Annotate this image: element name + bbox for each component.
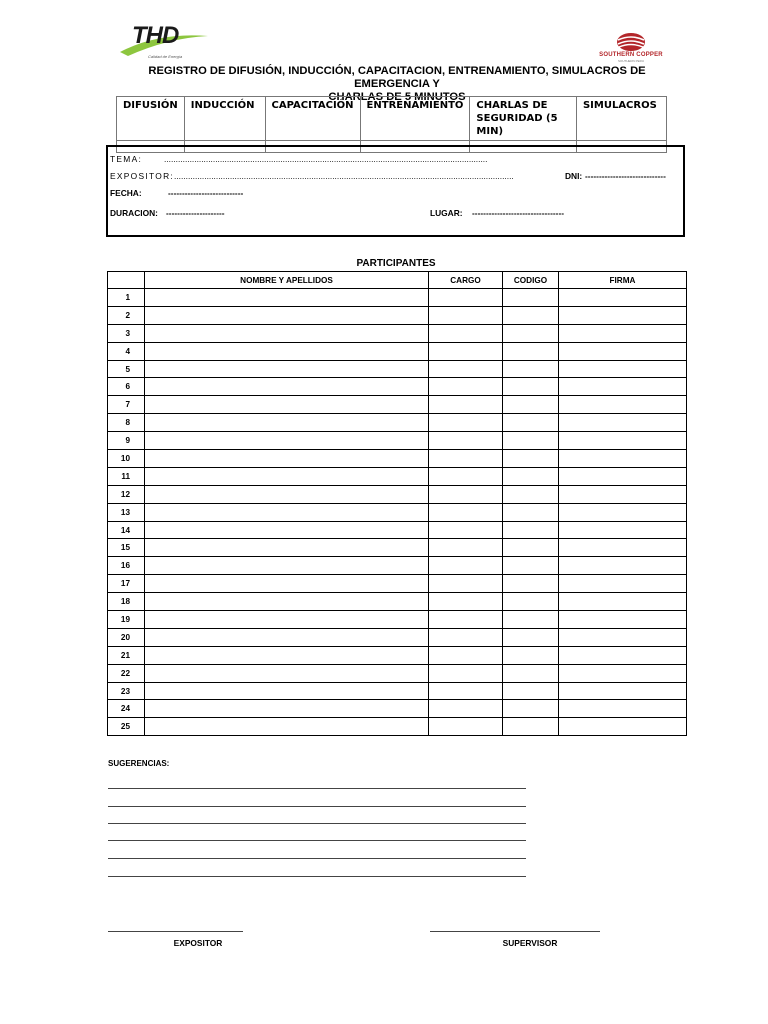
- southern-copper-logo: [590, 32, 672, 62]
- cargo-cell[interactable]: [429, 289, 503, 307]
- codigo-cell[interactable]: [503, 611, 559, 629]
- nombre-cell[interactable]: [145, 539, 429, 557]
- col-capacitacion: CAPACITACIÓN: [265, 97, 360, 141]
- participant-row: [108, 378, 687, 396]
- cargo-cell[interactable]: [429, 700, 503, 718]
- title-line-1: REGISTRO DE DIFUSIÓN, INDUCCIÓN, CAPACITACION, ENTRENAMIENTO, SIMULACROS DE EMERGENCIA Y: [148, 65, 646, 90]
- firma-cell[interactable]: [559, 503, 687, 521]
- firma-cell[interactable]: [559, 467, 687, 485]
- col-entrenamiento: ENTRENAMIENTO: [360, 97, 470, 141]
- participant-row: [108, 646, 687, 664]
- participant-row: [108, 324, 687, 342]
- title-line-2: CHARLAS DE 5 MINUTOS: [328, 91, 466, 103]
- firma-cell[interactable]: [559, 628, 687, 646]
- row-number: 23: [108, 682, 145, 700]
- cargo-cell[interactable]: [429, 324, 503, 342]
- nombre-cell[interactable]: [145, 396, 429, 414]
- codigo-cell[interactable]: [503, 718, 559, 736]
- row-number: 16: [108, 557, 145, 575]
- firma-cell[interactable]: [559, 539, 687, 557]
- nombre-cell[interactable]: [145, 700, 429, 718]
- cargo-cell[interactable]: [429, 432, 503, 450]
- suggestion-line[interactable]: [108, 858, 526, 859]
- firma-cell[interactable]: [559, 414, 687, 432]
- fecha-label: FECHA:: [110, 188, 142, 198]
- row-number: 9: [108, 432, 145, 450]
- cargo-cell[interactable]: [429, 575, 503, 593]
- codigo-cell[interactable]: [503, 485, 559, 503]
- nombre-cell[interactable]: [145, 521, 429, 539]
- row-number: 13: [108, 503, 145, 521]
- lugar-field[interactable]: ---------------------------------: [472, 208, 565, 218]
- firma-cell[interactable]: [559, 700, 687, 718]
- participant-row: [108, 628, 687, 646]
- firma-cell[interactable]: [559, 324, 687, 342]
- cargo-cell[interactable]: [429, 611, 503, 629]
- row-number: 18: [108, 593, 145, 611]
- col-codigo: CODIGO: [503, 272, 559, 289]
- nombre-cell[interactable]: [145, 360, 429, 378]
- cargo-cell[interactable]: [429, 557, 503, 575]
- codigo-cell[interactable]: [503, 700, 559, 718]
- codigo-cell[interactable]: [503, 324, 559, 342]
- firma-cell[interactable]: [559, 718, 687, 736]
- participants-body: [108, 289, 687, 736]
- row-number: 15: [108, 539, 145, 557]
- participant-row: [108, 414, 687, 432]
- participant-row: [108, 611, 687, 629]
- cargo-cell[interactable]: [429, 360, 503, 378]
- participant-row: [108, 485, 687, 503]
- row-number: 19: [108, 611, 145, 629]
- participant-row: [108, 682, 687, 700]
- firma-cell[interactable]: [559, 593, 687, 611]
- nombre-cell[interactable]: [145, 557, 429, 575]
- firma-cell[interactable]: [559, 342, 687, 360]
- nombre-cell[interactable]: [145, 306, 429, 324]
- suggestion-line[interactable]: [108, 788, 526, 789]
- codigo-cell[interactable]: [503, 664, 559, 682]
- tema-field[interactable]: ...........................................................................................................................................: [164, 154, 488, 164]
- nombre-cell[interactable]: [145, 432, 429, 450]
- codigo-cell[interactable]: [503, 557, 559, 575]
- codigo-cell[interactable]: [503, 682, 559, 700]
- firma-cell[interactable]: [559, 682, 687, 700]
- firma-cell[interactable]: [559, 575, 687, 593]
- participants-table: [107, 271, 687, 736]
- row-number: 17: [108, 575, 145, 593]
- col-simulacros: SIMULACROS: [576, 97, 666, 141]
- firma-cell[interactable]: [559, 360, 687, 378]
- cargo-cell[interactable]: [429, 682, 503, 700]
- cargo-cell[interactable]: [429, 414, 503, 432]
- row-number: 22: [108, 664, 145, 682]
- cargo-cell[interactable]: [429, 306, 503, 324]
- firma-cell[interactable]: [559, 450, 687, 468]
- nombre-cell[interactable]: [145, 646, 429, 664]
- row-number: 12: [108, 485, 145, 503]
- cargo-cell[interactable]: [429, 396, 503, 414]
- firma-cell[interactable]: [559, 521, 687, 539]
- participant-row: [108, 521, 687, 539]
- participant-row: [108, 503, 687, 521]
- row-number: 8: [108, 414, 145, 432]
- thd-logo-text: THD: [132, 22, 179, 49]
- participant-row: [108, 539, 687, 557]
- col-cargo: CARGO: [429, 272, 503, 289]
- participant-row: [108, 342, 687, 360]
- nombre-cell[interactable]: [145, 450, 429, 468]
- firma-cell[interactable]: [559, 432, 687, 450]
- participant-row: [108, 450, 687, 468]
- participant-row: [108, 557, 687, 575]
- cargo-cell[interactable]: [429, 664, 503, 682]
- firma-cell[interactable]: [559, 611, 687, 629]
- row-number: 4: [108, 342, 145, 360]
- cargo-cell[interactable]: [429, 521, 503, 539]
- expositor-field[interactable]: ..................................................................................................................................................: [174, 171, 514, 181]
- codigo-cell[interactable]: [503, 342, 559, 360]
- nombre-cell[interactable]: [145, 628, 429, 646]
- suggestion-line[interactable]: [108, 806, 526, 807]
- participant-row: [108, 289, 687, 307]
- suggestion-line[interactable]: [108, 876, 526, 877]
- row-number: 20: [108, 628, 145, 646]
- row-number: 21: [108, 646, 145, 664]
- col-firma: FIRMA: [559, 272, 687, 289]
- row-number: 14: [108, 521, 145, 539]
- codigo-cell[interactable]: [503, 396, 559, 414]
- cargo-cell[interactable]: [429, 467, 503, 485]
- codigo-cell[interactable]: [503, 450, 559, 468]
- firma-cell[interactable]: [559, 485, 687, 503]
- cargo-cell[interactable]: [429, 718, 503, 736]
- codigo-cell[interactable]: [503, 467, 559, 485]
- nombre-cell[interactable]: [145, 575, 429, 593]
- codigo-cell[interactable]: [503, 432, 559, 450]
- session-info-box: [106, 145, 685, 237]
- row-number: 5: [108, 360, 145, 378]
- row-number: 11: [108, 467, 145, 485]
- participant-row: [108, 593, 687, 611]
- codigo-cell[interactable]: [503, 628, 559, 646]
- nombre-cell[interactable]: [145, 718, 429, 736]
- row-number: 10: [108, 450, 145, 468]
- row-number: 1: [108, 289, 145, 307]
- codigo-cell[interactable]: [503, 306, 559, 324]
- codigo-cell[interactable]: [503, 593, 559, 611]
- firma-cell[interactable]: [559, 289, 687, 307]
- thd-logo: [118, 22, 210, 60]
- fecha-field[interactable]: ---------------------------: [168, 188, 244, 198]
- cargo-cell[interactable]: [429, 485, 503, 503]
- participant-row: [108, 360, 687, 378]
- row-number: 25: [108, 718, 145, 736]
- codigo-cell[interactable]: [503, 646, 559, 664]
- nombre-cell[interactable]: [145, 289, 429, 307]
- cargo-cell[interactable]: [429, 646, 503, 664]
- copper-globe-icon: [590, 32, 672, 54]
- suggestions-label: SUGERENCIAS:: [108, 759, 170, 768]
- supervisor-signature-line[interactable]: [430, 931, 600, 932]
- participants-header-row: [108, 272, 687, 289]
- row-number: 6: [108, 378, 145, 396]
- suggestion-line[interactable]: [108, 840, 526, 841]
- codigo-cell[interactable]: [503, 289, 559, 307]
- cargo-cell[interactable]: [429, 593, 503, 611]
- lugar-label: LUGAR:: [430, 208, 463, 218]
- firma-cell[interactable]: [559, 646, 687, 664]
- nombre-cell[interactable]: [145, 503, 429, 521]
- southern-copper-subtitle: SOUTHERN PERU: [617, 59, 644, 63]
- participant-row: [108, 467, 687, 485]
- codigo-cell[interactable]: [503, 378, 559, 396]
- row-number: 7: [108, 396, 145, 414]
- participants-title: PARTICIPANTES: [356, 258, 436, 269]
- firma-cell[interactable]: [559, 664, 687, 682]
- southern-copper-name: SOUTHERN COPPER: [599, 52, 663, 58]
- supervisor-signature-label: SUPERVISOR: [502, 938, 558, 948]
- participant-row: [108, 575, 687, 593]
- nombre-cell[interactable]: [145, 378, 429, 396]
- cargo-cell[interactable]: [429, 450, 503, 468]
- participant-row: [108, 718, 687, 736]
- duracion-field[interactable]: ---------------------: [166, 208, 225, 218]
- col-nombre: NOMBRE Y APELLIDOS: [145, 272, 429, 289]
- nombre-cell[interactable]: [145, 485, 429, 503]
- col-difusion: DIFUSIÓN: [117, 97, 185, 141]
- firma-cell[interactable]: [559, 378, 687, 396]
- suggestion-line[interactable]: [108, 823, 526, 824]
- col-charlas: CHARLAS DE SEGURIDAD (5 MIN): [470, 97, 577, 141]
- firma-cell[interactable]: [559, 557, 687, 575]
- participant-row: [108, 700, 687, 718]
- thd-tagline: Calidad de Energía: [148, 54, 183, 59]
- cargo-cell[interactable]: [429, 342, 503, 360]
- tema-label: TEMA:: [110, 154, 143, 164]
- cargo-cell[interactable]: [429, 628, 503, 646]
- participant-row: [108, 432, 687, 450]
- col-number: [108, 272, 145, 289]
- codigo-cell[interactable]: [503, 521, 559, 539]
- row-number: 3: [108, 324, 145, 342]
- firma-cell[interactable]: [559, 396, 687, 414]
- cargo-cell[interactable]: [429, 503, 503, 521]
- duracion-label: DURACION:: [110, 208, 158, 218]
- dni-field[interactable]: -----------------------------: [585, 171, 666, 181]
- expositor-signature-line[interactable]: [108, 931, 243, 932]
- nombre-cell[interactable]: [145, 324, 429, 342]
- cargo-cell[interactable]: [429, 378, 503, 396]
- participant-row: [108, 396, 687, 414]
- row-number: 2: [108, 306, 145, 324]
- codigo-cell[interactable]: [503, 539, 559, 557]
- nombre-cell[interactable]: [145, 611, 429, 629]
- nombre-cell[interactable]: [145, 467, 429, 485]
- dni-label: DNI:: [565, 171, 583, 181]
- nombre-cell[interactable]: [145, 664, 429, 682]
- codigo-cell[interactable]: [503, 575, 559, 593]
- nombre-cell[interactable]: [145, 342, 429, 360]
- expositor-label: EXPOSITOR:: [110, 171, 175, 181]
- participant-row: [108, 664, 687, 682]
- codigo-cell[interactable]: [503, 360, 559, 378]
- codigo-cell[interactable]: [503, 503, 559, 521]
- nombre-cell[interactable]: [145, 593, 429, 611]
- participant-row: [108, 306, 687, 324]
- cargo-cell[interactable]: [429, 539, 503, 557]
- firma-cell[interactable]: [559, 306, 687, 324]
- expositor-signature-label: EXPOSITOR: [173, 938, 223, 948]
- nombre-cell[interactable]: [145, 682, 429, 700]
- row-number: 24: [108, 700, 145, 718]
- codigo-cell[interactable]: [503, 414, 559, 432]
- col-induccion: INDUCCIÓN: [184, 97, 265, 141]
- nombre-cell[interactable]: [145, 414, 429, 432]
